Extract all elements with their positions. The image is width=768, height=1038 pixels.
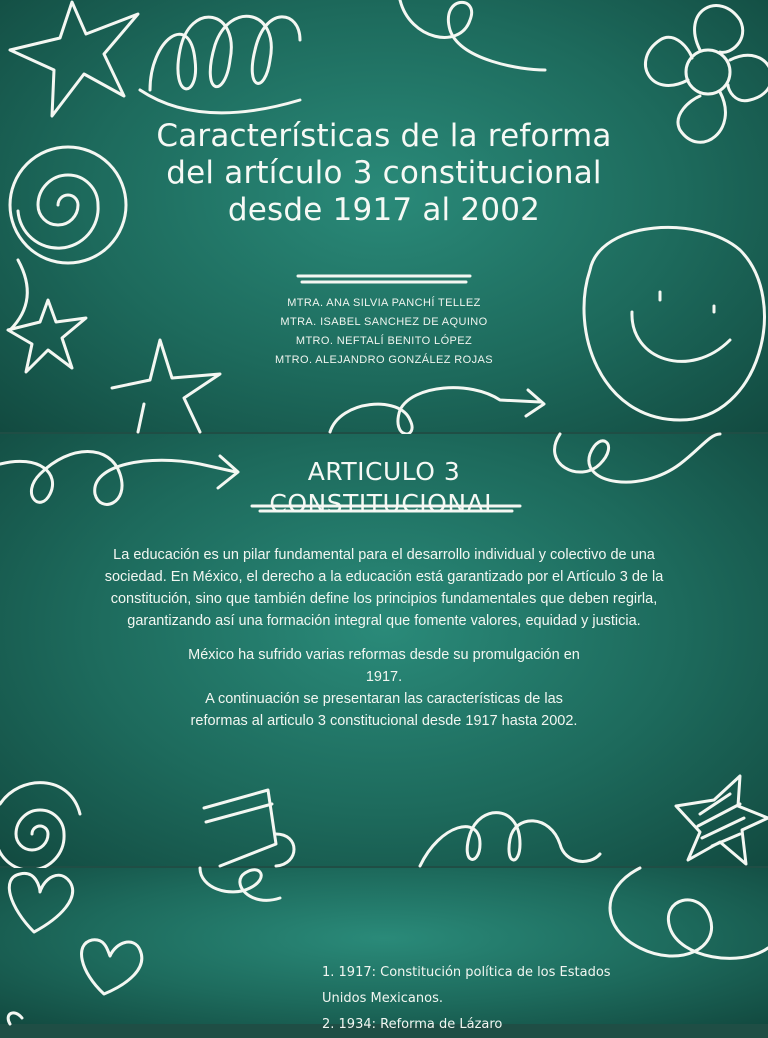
flower-icon bbox=[645, 6, 768, 143]
heart-icon bbox=[8, 1013, 22, 1024]
authors-list bbox=[184, 294, 584, 370]
heart-icon bbox=[9, 873, 72, 932]
section-title-line: ARTICULO 3 bbox=[307, 457, 461, 486]
author-name: MTRO. NEFTALÍ BENITO LÓPEZ bbox=[295, 335, 473, 347]
reforms-paragraph-line: México ha sufrido varias reformas desde su promulgación en 1917. bbox=[188, 647, 580, 685]
intro-paragraph: La educación es un pilar fundamental para el desarrollo individual y colectivo de una sociedad. En México, el derecho a la educación está garantizado por el Artículo 3 de la constitución, sino que también define los principios fundamentales que deben regirla, garantizando así una formación integral que fomente valores, equidad y justicia. bbox=[104, 547, 664, 629]
slide-article-3 bbox=[0, 434, 768, 866]
section-title bbox=[184, 456, 584, 520]
list-item: 2. 1934: Reforma de Lázaro bbox=[322, 1017, 503, 1032]
reforms-paragraph-line: A continuación se presentaran las características de las reformas al articulo 3 constitucional desde 1917 hasta 2002. bbox=[190, 691, 578, 729]
divider-line bbox=[298, 276, 470, 282]
spiral-icon bbox=[10, 147, 126, 330]
heart-icon bbox=[82, 940, 142, 994]
author-name: MTRA. ISABEL SANCHEZ DE AQUINO bbox=[280, 316, 488, 328]
reforms-paragraph bbox=[184, 644, 584, 732]
arrow-icon bbox=[330, 388, 544, 434]
reforms-list bbox=[322, 960, 622, 1038]
swirl-icon bbox=[400, 0, 545, 70]
star-icon bbox=[8, 300, 86, 372]
author-name: MTRO. ALEJANDRO GONZÁLEZ ROJAS bbox=[275, 354, 493, 366]
slide-title bbox=[0, 0, 768, 432]
smiley-icon bbox=[584, 227, 764, 420]
loops-icon bbox=[420, 813, 600, 866]
list-item: 1. 1917: Constitución política de los Estados Unidos Mexicanos. bbox=[322, 965, 611, 1006]
loops-icon bbox=[150, 16, 300, 90]
bucket-icon bbox=[204, 790, 294, 866]
star-icon bbox=[676, 776, 768, 864]
star-icon bbox=[10, 2, 138, 116]
section-body bbox=[88, 544, 680, 732]
loop-icon bbox=[200, 868, 280, 900]
swirl-icon bbox=[610, 868, 768, 958]
spiral-icon bbox=[0, 783, 80, 870]
slide-reforms-list bbox=[0, 868, 768, 1032]
author-name: MTRA. ANA SILVIA PANCHÍ TELLEZ bbox=[287, 297, 481, 309]
section-title-line: CONSTITUCIONAL bbox=[269, 489, 499, 518]
presentation-title: Características de la reforma del artículo 3 constitucional desde 1917 al 2002 bbox=[156, 118, 612, 228]
